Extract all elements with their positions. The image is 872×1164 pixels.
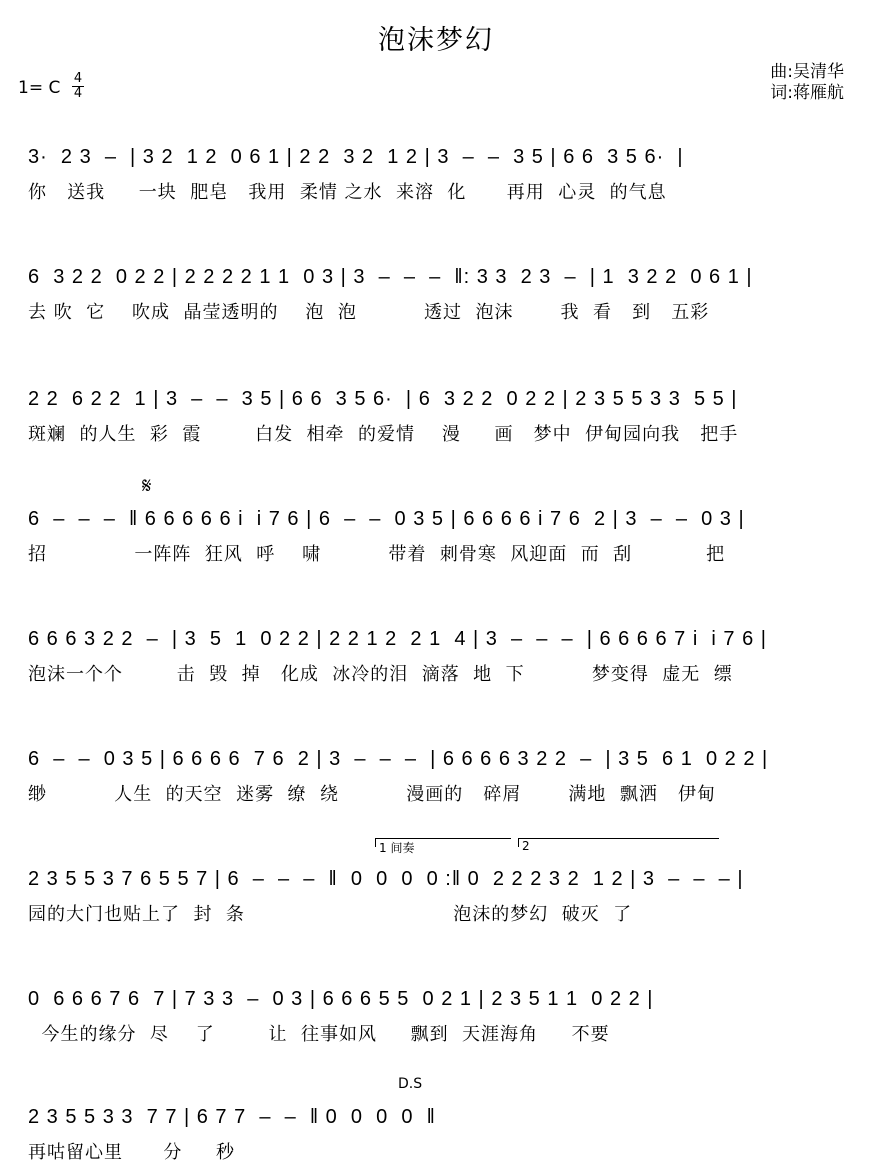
lyrics-line: 今生的缘分 尽 了 让 往事如风 飘到 天涯海角 不要 [28, 1024, 610, 1045]
ds-mark: D.S [398, 1076, 423, 1092]
score-row-4 [28, 508, 848, 566]
score-row-1 [28, 146, 848, 204]
notes-line: 2 2 6 2 2 1 | 3 – – 3 5 | 6 6 3 5 6· | 6 3 2 2 0 2 2 | 2 3 5 5 3 3 5 5 | [28, 388, 738, 410]
composer-credit: 曲:吴清华 [770, 62, 844, 82]
notes-line: 2 3 5 5 3 7 6 5 5 7 | 6 – – – ‖ 0 0 0 0 :‖ 0 2 2 2 3 2 1 2 | 3 – – – | [28, 868, 744, 890]
score-row-7 [28, 868, 848, 926]
time-signature [72, 72, 84, 101]
lyrics-line: 再咕留心里 分 秒 [28, 1142, 235, 1163]
lyrics-line: 泡沫一个个 击 毁 掉 化成 冰冷的泪 滴落 地 下 梦变得 虚无 缥 [28, 664, 733, 685]
notes-line: 6 – – 0 3 5 | 6 6 6 6 7 6 2 | 3 – – – | 6 6 6 6 3 2 2 – | 3 5 6 1 0 2 2 | [28, 748, 769, 770]
notes-line: 6 – – – ‖ 6 6 6 6 6 i i 7 6 | 6 – – 0 3 5 | 6 6 6 6 i 7 6 2 | 3 – – 0 3 | [28, 508, 745, 530]
volta-1 [375, 838, 511, 855]
score-row-5 [28, 628, 848, 686]
notes-line: 6 3 2 2 0 2 2 | 2 2 2 2 1 1 0 3 | 3 – – – ‖: 3 3 2 3 – | 1 3 2 2 0 6 1 | [28, 266, 753, 288]
score-row-2 [28, 266, 848, 324]
notes-line: 2 3 5 5 3 3 7 7 | 6 7 7 – – ‖ 0 0 0 0 ‖ [28, 1106, 436, 1128]
volta-2-label: 2 [522, 839, 530, 853]
score-row-8 [28, 988, 848, 1046]
score-row-6 [28, 748, 848, 806]
volta-2 [518, 838, 719, 853]
key-signature: 1= C [18, 78, 61, 98]
lyrics-line: 你 送我 一块 肥皂 我用 柔情 之水 来溶 化 再用 心灵 的气息 [28, 182, 667, 203]
page-title: 泡沫梦幻 [378, 25, 494, 56]
volta-1-label: 1 间奏 [379, 841, 415, 855]
lyrics-line: 斑斓 的人生 彩 霞 白发 相牵 的爱情 漫 画 梦中 伊甸园向我 把手 [28, 424, 739, 445]
notes-line: 6 6 6 3 2 2 – | 3 5 1 0 2 2 | 2 2 1 2 2 1 4 | 3 – – – | 6 6 6 6 7 i i 7 6 | [28, 628, 767, 650]
lyrics-line: 缈 人生 的天空 迷雾 缭 绕 漫画的 碎屑 满地 飘洒 伊甸 [28, 784, 717, 805]
lyrics-line: 园的大门也贴上了 封 条 泡沫的梦幻 破灭 了 [28, 904, 633, 925]
time-signature-denominator: 4 [73, 86, 83, 101]
lyricist-credit: 词:蒋雁航 [770, 83, 844, 103]
lyrics-line: 招 一阵阵 狂风 呼 啸 带着 刺骨寒 风迎面 而 刮 把 [28, 544, 726, 565]
lyrics-line: 去 吹 它 吹成 晶莹透明的 泡 泡 透过 泡沫 我 看 到 五彩 [28, 302, 710, 323]
segno-mark: 𝄋 [142, 474, 152, 499]
score-row-3 [28, 388, 848, 446]
score-row-9 [28, 1106, 848, 1164]
time-signature-numerator: 4 [73, 71, 83, 86]
notes-line: 3· 2 3 – | 3 2 1 2 0 6 1 | 2 2 3 2 1 2 | 3 – – 3 5 | 6 6 3 5 6· | [28, 146, 684, 168]
notes-line: 0 6 6 6 7 6 7 | 7 3 3 – 0 3 | 6 6 6 5 5 0 2 1 | 2 3 5 1 1 0 2 2 | [28, 988, 654, 1010]
credits [770, 62, 844, 104]
